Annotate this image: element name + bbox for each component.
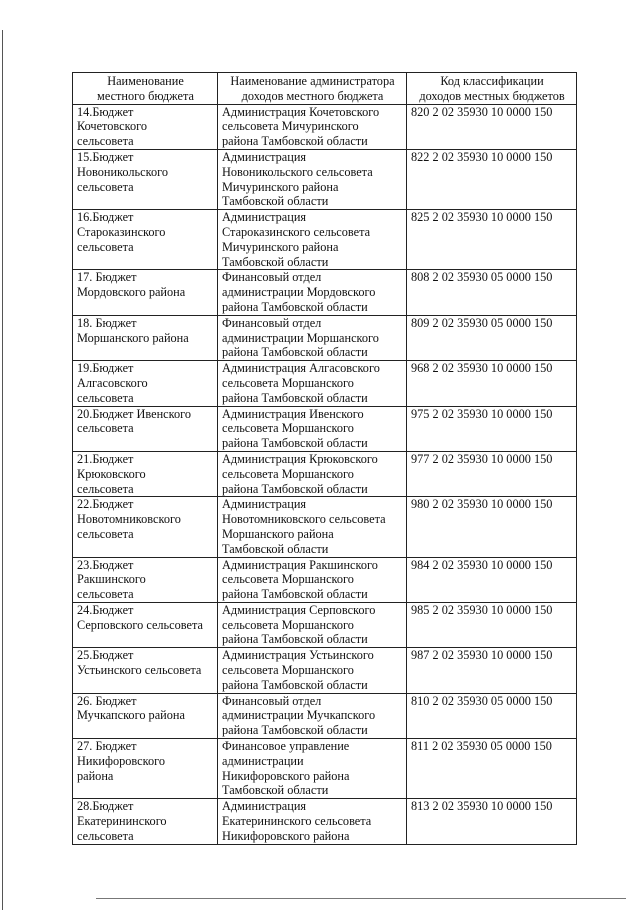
administrator-cell-text: Администрация Ракшинского сельсовета Моршанского района Тамбовской области [222,557,378,602]
table-row [73,602,577,647]
administrator-cell [218,315,407,360]
budget-name-cell [73,406,218,451]
administrator-cell-text: Администрация Алгасовского сельсовета Моршанского района Тамбовской области [222,361,380,405]
administrator-cell [218,693,407,738]
classification-code-cell [407,315,577,360]
classification-code-cell [407,648,577,693]
administrator-cell [218,210,407,270]
table-row [73,799,577,844]
classification-code-cell [407,361,577,406]
classification-code-cell-text: 980 2 02 35930 10 0000 150 [411,497,553,512]
classification-code-cell-text: 825 2 02 35930 10 0000 150 [411,210,553,225]
budget-name-cell-text: 22.Бюджет Новотомниковского сельсовета [77,497,181,541]
classification-code-cell-text: 822 2 02 35930 10 0000 150 [411,149,553,164]
classification-code-cell-text: 820 2 02 35930 10 0000 150 [411,104,553,119]
table-row [73,451,577,496]
administrator-cell-text: Администрация Устьинского сельсовета Моршанского района Тамбовской области [222,648,374,692]
table-row [73,406,577,451]
administrator-cell-text: Финансовый отдел администрации Мордовского района Тамбовской области [222,270,376,314]
administrator-cell-text: Администрация Серповского сельсовета Моршанского района Тамбовской области [222,602,376,647]
classification-code-cell [407,406,577,451]
budget-name-cell-text: 21.Бюджет Крюковского сельсовета [77,451,146,496]
classification-code-cell-text: 968 2 02 35930 10 0000 150 [411,361,553,376]
table-row [73,315,577,360]
classification-code-cell [407,693,577,738]
classification-code-cell [407,799,577,844]
administrator-cell-text: Администрация Ивенского сельсовета Моршанского района Тамбовской области [222,406,368,451]
administrator-cell-text: Финансовый отдел администрации Моршанского района Тамбовской области [222,315,379,360]
budget-name-cell-text: 24.Бюджет Серповского сельсовета [77,602,203,632]
budget-name-cell-text: 23.Бюджет Ракшинского сельсовета [77,557,146,602]
administrator-cell [218,270,407,315]
budget-name-cell-text: 25.Бюджет Устьинского сельсовета [77,648,202,678]
budget-name-cell [73,361,218,406]
footer-rule [96,898,626,899]
classification-code-cell [407,497,577,557]
table-row [73,648,577,693]
classification-code-cell-text: 810 2 02 35930 05 0000 150 [411,693,553,708]
table-row [73,270,577,315]
table-row [73,104,577,149]
classification-code-cell [407,149,577,209]
administrator-cell [218,557,407,602]
classification-code-cell [407,451,577,496]
classification-code-cell-text: 977 2 02 35930 10 0000 150 [411,451,553,466]
header-row [73,73,577,105]
administrator-cell [218,104,407,149]
administrator-cell [218,602,407,647]
budget-name-cell [73,104,218,149]
administrator-cell [218,406,407,451]
budget-name-cell [73,149,218,209]
header-budget-name: Наименование местного бюджета [73,73,218,105]
budget-name-cell [73,693,218,738]
table-row [73,149,577,209]
budget-name-cell [73,648,218,693]
classification-code-cell-text: 809 2 02 35930 05 0000 150 [411,315,553,330]
budget-name-cell-text: 16.Бюджет Староказинского сельсовета [77,210,166,254]
budget-name-cell-text: 20.Бюджет Ивенского сельсовета [77,406,191,436]
classification-code-cell [407,557,577,602]
budget-name-cell-text: 19.Бюджет Алгасовского сельсовета [77,361,148,405]
administrator-cell-text: Финансовое управление администрации Никифоровского района Тамбовской области [222,739,350,798]
budget-name-cell [73,497,218,557]
budget-name-cell-text: 17. Бюджет Мордовского района [77,270,186,300]
table-row [73,497,577,557]
classification-code-cell-text: 813 2 02 35930 10 0000 150 [411,799,553,814]
budget-name-cell-text: 15.Бюджет Новоникольского сельсовета [77,149,168,194]
classification-code-cell-text: 808 2 02 35930 05 0000 150 [411,270,553,285]
classification-code-cell-text: 985 2 02 35930 10 0000 150 [411,602,553,617]
classification-code-cell-text: 811 2 02 35930 05 0000 150 [411,739,552,754]
classification-code-cell-text: 987 2 02 35930 10 0000 150 [411,648,553,663]
classification-code-cell [407,210,577,270]
table-header [73,73,577,105]
classification-code-cell-text: 984 2 02 35930 10 0000 150 [411,557,553,572]
administrator-cell-text: Администрация Екатерининского сельсовета Никифоровского района [222,799,372,843]
budget-name-cell [73,739,218,799]
administrator-cell-text: Администрация Новоникольского сельсовета Мичуринского района Тамбовской области [222,149,373,209]
administrator-cell-text: Администрация Крюковского сельсовета Моршанского района Тамбовской области [222,451,378,496]
budget-name-cell [73,210,218,270]
administrator-cell-text: Администрация Кочетовского сельсовета Мичуринского района Тамбовской области [222,104,380,149]
table-row [73,361,577,406]
classification-code-cell-text: 975 2 02 35930 10 0000 150 [411,406,553,421]
table-body [73,104,577,844]
administrator-cell [218,799,407,844]
administrator-cell-text: Финансовый отдел администрации Мучкапского района Тамбовской области [222,693,376,738]
budget-name-cell [73,557,218,602]
classification-code-cell [407,104,577,149]
budget-name-cell [73,270,218,315]
administrator-cell [218,149,407,209]
budget-name-cell-text: 27. Бюджет Никифоровского района [77,739,166,783]
administrator-cell-text: Администрация Новотомниковского сельсовета Моршанского района Тамбовской области [222,497,386,556]
budget-name-cell-text: 28.Бюджет Екатерининского сельсовета [77,799,167,843]
budget-name-cell [73,602,218,647]
table-row [73,210,577,270]
header-administrator-name: Наименование администратора доходов местного бюджета [218,73,407,105]
classification-code-cell [407,602,577,647]
administrator-cell [218,497,407,557]
budget-revenue-table [72,72,577,845]
administrator-cell [218,361,407,406]
budget-name-cell [73,451,218,496]
budget-name-cell-text: 26. Бюджет Мучкапского района [77,693,185,723]
table-row [73,693,577,738]
table-row [73,557,577,602]
header-classification-code: Код классификации доходов местных бюджетов [407,73,577,105]
administrator-cell [218,739,407,799]
budget-name-cell-text: 18. Бюджет Моршанского района [77,315,189,345]
budget-name-cell [73,799,218,844]
budget-name-cell [73,315,218,360]
administrator-cell-text: Администрация Староказинского сельсовета Мичуринского района Тамбовской области [222,210,371,269]
scan-edge-line [2,30,3,910]
administrator-cell [218,451,407,496]
budget-name-cell-text: 14.Бюджет Кочетовского сельсовета [77,104,147,149]
administrator-cell [218,648,407,693]
classification-code-cell [407,739,577,799]
classification-code-cell [407,270,577,315]
table-row [73,739,577,799]
